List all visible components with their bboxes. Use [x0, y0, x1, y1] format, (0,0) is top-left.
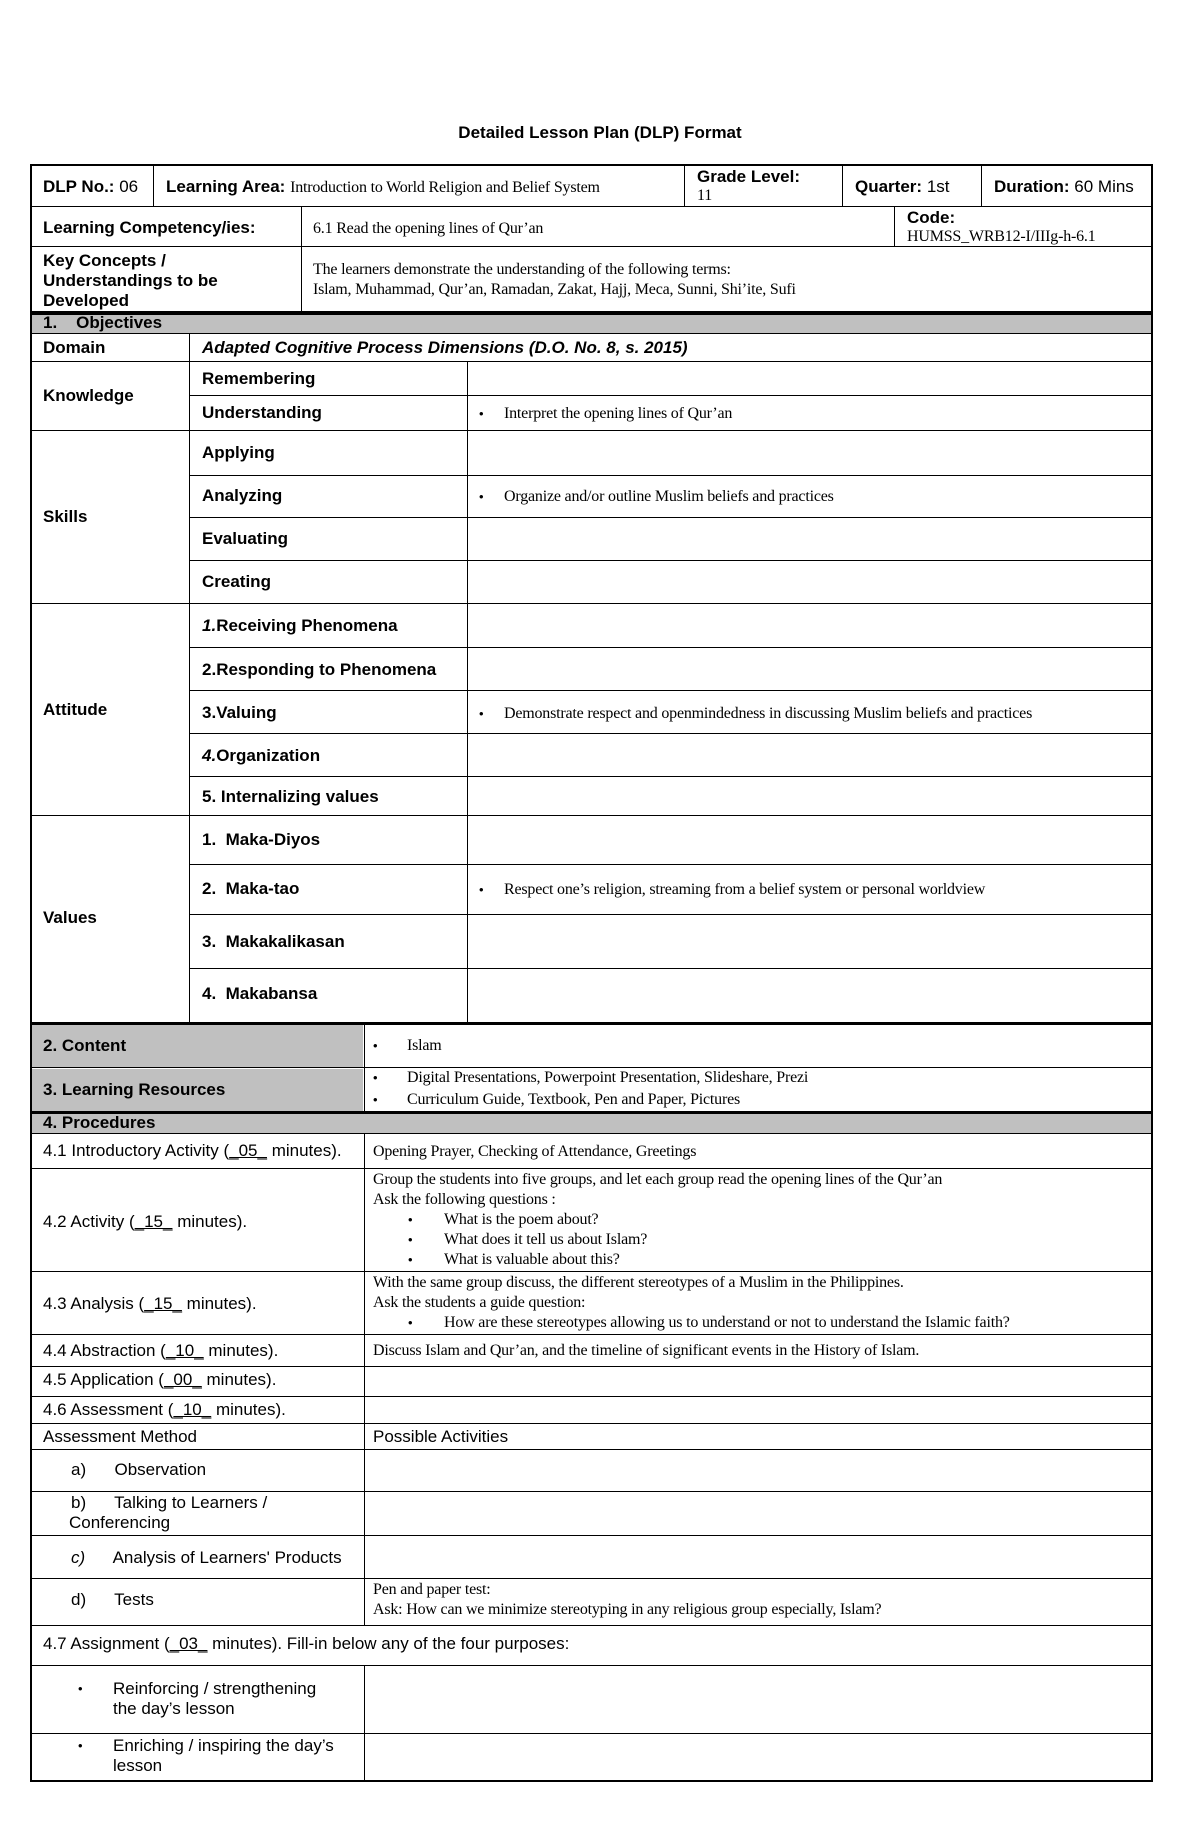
attitude-item-2: 2.Responding to Phenomena [202, 660, 437, 679]
purpose-1-line-2: the day’s lesson [113, 1699, 235, 1718]
understanding-objective: Interpret the opening lines of Qur’an [504, 405, 733, 422]
competency-label: Learning Competency/ies: [43, 218, 256, 237]
bullet-icon: • [408, 1315, 413, 1330]
resources-item-1: Digital Presentations, Powerpoint Presentation, Slideshare, Prezi [407, 1069, 809, 1086]
attitude-item-4: 4.Organization [202, 746, 321, 765]
method-observation: a) Observation [71, 1460, 207, 1479]
key-concepts-label-1: Key Concepts / [43, 251, 166, 270]
activity-line-2: Ask the following questions : [373, 1191, 556, 1208]
code-label: Code: [907, 208, 956, 227]
learning-area: Learning Area: Introduction to World Religion and Belief System [166, 177, 600, 196]
bullet-icon: • [479, 489, 484, 504]
applying-label: Applying [202, 443, 275, 462]
values-item-3: 3. Makakalikasan [202, 932, 345, 951]
bullet-icon: • [78, 1681, 83, 1696]
attitude-item-1: 1.Receiving Phenomena [202, 616, 398, 635]
content-item: Islam [407, 1037, 442, 1054]
activity-bullet-3: What is valuable about this? [444, 1251, 620, 1268]
duration: Duration: 60 Mins [994, 177, 1134, 196]
valuing-objective: Demonstrate respect and openmindedness in discussing Muslim beliefs and practices [504, 705, 1033, 722]
objectives-header: 1. Objectives [43, 313, 163, 332]
application-label: 4.5 Application (_00_ minutes). [43, 1370, 277, 1389]
grade-level-label: Grade Level: [697, 167, 800, 186]
activity-label: 4.2 Activity (_15_ minutes). [43, 1212, 248, 1231]
activity-bullet-1: What is the poem about? [444, 1211, 599, 1228]
attitude-item-3: 3.Valuing [202, 703, 277, 722]
creating-label: Creating [202, 572, 271, 591]
method-analysis-products: c) Analysis of Learners' Products [71, 1548, 342, 1567]
possible-activities-header: Possible Activities [373, 1427, 509, 1446]
maka-tao-objective: Respect one’s religion, streaming from a belief system or personal worldview [504, 881, 986, 898]
bullet-icon: • [78, 1738, 83, 1753]
values-item-4: 4. Makabansa [202, 984, 318, 1003]
activity-bullet-2: What does it tell us about Islam? [444, 1231, 648, 1248]
domain-label: Domain [43, 338, 106, 357]
procedures-header: 4. Procedures [43, 1113, 156, 1132]
analysis-bullet-1: How are these stereotypes allowing us to understand or not to understand the Islamic faith? [444, 1314, 1010, 1331]
resources-item-2: Curriculum Guide, Textbook, Pen and Paper, Pictures [407, 1091, 741, 1108]
analysis-label: 4.3 Analysis (_15_ minutes). [43, 1294, 257, 1313]
bullet-icon: • [373, 1038, 378, 1053]
resources-label: 3. Learning Resources [43, 1080, 226, 1099]
dlp-number: DLP No.: 06 [43, 177, 139, 196]
assessment-label: 4.6 Assessment (_10_ minutes). [43, 1400, 286, 1419]
assessment-method-header: Assessment Method [43, 1427, 198, 1446]
key-concepts-label-3: Developed [43, 291, 129, 310]
bullet-icon: • [479, 882, 484, 897]
bullet-icon: • [408, 1252, 413, 1267]
abstraction-label: 4.4 Abstraction (_10_ minutes). [43, 1341, 279, 1360]
knowledge-label: Knowledge [43, 386, 134, 405]
skills-label: Skills [43, 507, 88, 526]
analyzing-label: Analyzing [202, 486, 283, 505]
purpose-2-line-1: Enriching / inspiring the day’s [113, 1736, 334, 1755]
values-item-1: 1. Maka-Diyos [202, 830, 321, 849]
analysis-line-2: Ask the students a guide question: [373, 1294, 586, 1311]
code-value: HUMSS_WRB12-I/IIIg-h-6.1 [907, 228, 1096, 245]
values-item-2: 2. Maka-tao [202, 879, 300, 898]
values-label: Values [43, 908, 97, 927]
competency-value: 6.1 Read the opening lines of Qur’an [313, 220, 544, 237]
intro-activity-label: 4.1 Introductory Activity (_05_ minutes). [43, 1141, 342, 1160]
analyzing-objective: Organize and/or outline Muslim beliefs and practices [504, 488, 834, 505]
remembering-label: Remembering [202, 369, 316, 388]
bullet-icon: • [479, 406, 484, 421]
grade-level-value: 11 [697, 187, 713, 204]
attitude-item-5: 5. Internalizing values [202, 787, 379, 806]
method-talking: b) Talking to Learners / [71, 1493, 268, 1512]
key-concepts-value-1: The learners demonstrate the understanding of the following terms: [313, 261, 731, 278]
domain-value: Adapted Cognitive Process Dimensions (D.O. No. 8, s. 2015) [202, 338, 688, 357]
method-talking-line-2: Conferencing [69, 1513, 171, 1532]
bullet-icon: • [373, 1070, 378, 1085]
key-concepts-value-2: Islam, Muhammad, Qur’an, Ramadan, Zakat, Hajj, Meca, Sunni, Shi’ite, Sufi [313, 281, 796, 298]
quarter: Quarter: 1st [855, 177, 950, 196]
bullet-icon: • [479, 706, 484, 721]
tests-activity-line-2: Ask: How can we minimize stereotyping in any religious group especially, Islam? [373, 1601, 882, 1618]
purpose-2-line-2: lesson [113, 1756, 163, 1775]
evaluating-label: Evaluating [202, 529, 288, 548]
intro-activity-text: Opening Prayer, Checking of Attendance, Greetings [373, 1143, 697, 1160]
analysis-line-1: With the same group discuss, the different stereotypes of a Muslim in the Philippines. [373, 1274, 904, 1291]
assignment-label: 4.7 Assignment (_03_ minutes). Fill-in below any of the four purposes: [43, 1634, 570, 1653]
tests-activity-line-1: Pen and paper test: [373, 1581, 491, 1598]
abstraction-text: Discuss Islam and Qur’an, and the timeline of significant events in the History of Islam. [373, 1342, 920, 1359]
key-concepts-label-2: Understandings to be [43, 271, 218, 290]
purpose-1-line-1: Reinforcing / strengthening [113, 1679, 317, 1698]
content-label: 2. Content [43, 1036, 127, 1055]
attitude-label: Attitude [43, 700, 108, 719]
activity-line-1: Group the students into five groups, and let each group read the opening lines of the Qur’an [373, 1171, 943, 1188]
understanding-label: Understanding [202, 403, 322, 422]
document-title: Detailed Lesson Plan (DLP) Format [458, 123, 742, 142]
method-tests: d) Tests [71, 1590, 154, 1609]
bullet-icon: • [373, 1092, 378, 1107]
bullet-icon: • [408, 1212, 413, 1227]
bullet-icon: • [408, 1232, 413, 1247]
